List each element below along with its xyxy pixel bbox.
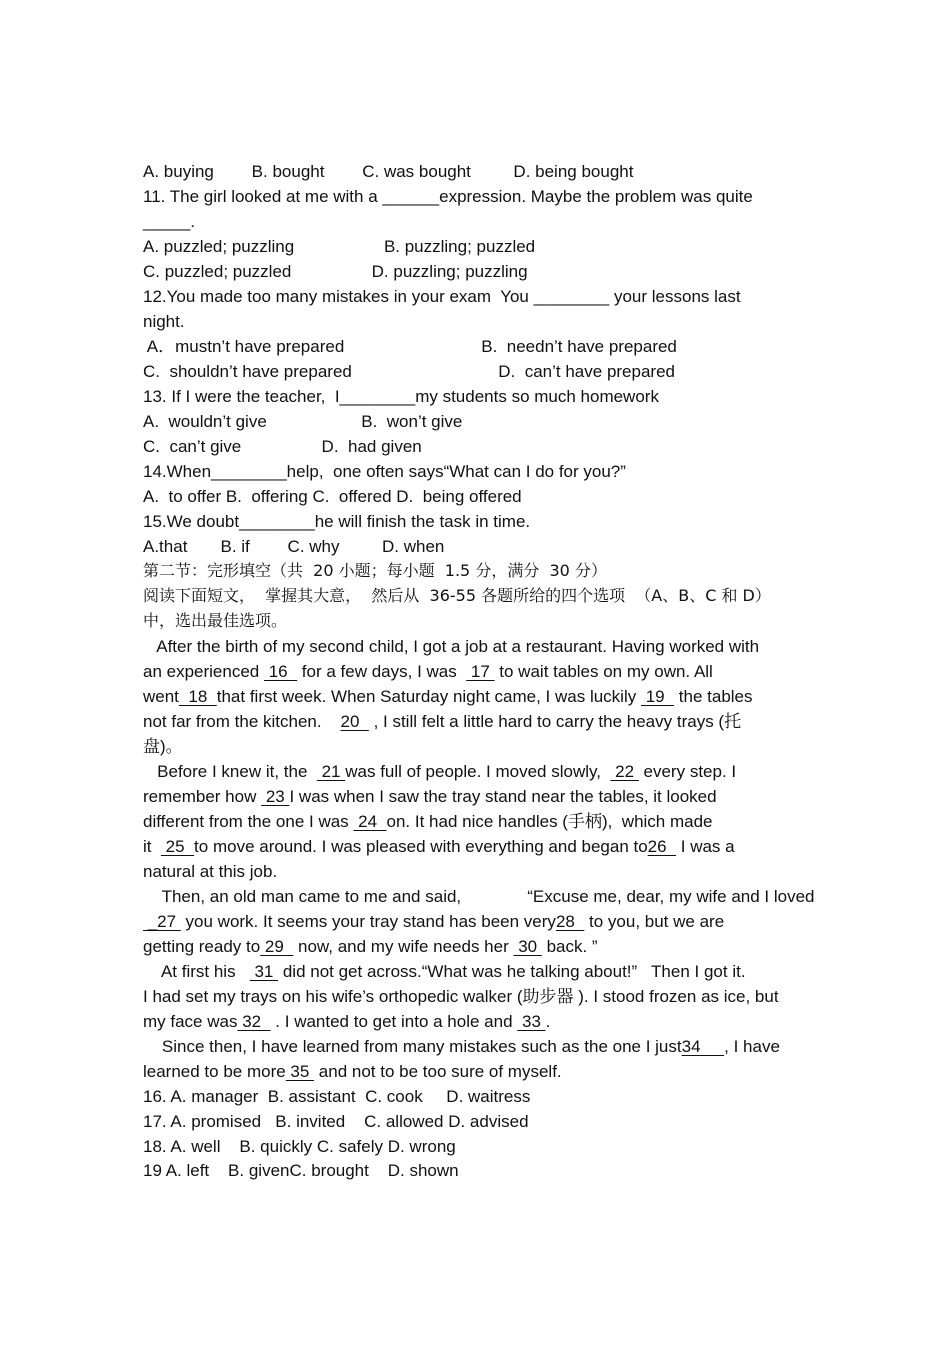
- q15-options: A.that B. if C. why D. when: [143, 537, 445, 556]
- blank-22: 22: [610, 762, 639, 781]
- passage-text: to wait tables on my own. All: [494, 662, 713, 681]
- passage-text: I was when I saw the tray stand near the tables, it looked: [289, 787, 717, 806]
- passage-text: Before I knew it, the: [143, 762, 317, 781]
- passage-text: , I have: [724, 1037, 780, 1056]
- passage-line: [143, 762, 736, 782]
- q13-stem: 13. If I were the teacher, I________my students so much homework: [143, 387, 659, 406]
- passage-text: the tables: [674, 687, 753, 706]
- passage-line: natural at this job.: [143, 862, 278, 881]
- passage-text: to move around. I was pleased with everything and began to: [194, 837, 648, 856]
- passage-line: [143, 962, 746, 982]
- passage-text: to you, but we are: [584, 912, 725, 931]
- blank-29: 29: [260, 937, 294, 956]
- passage-line: [143, 837, 735, 857]
- q12-options-cd: C. shouldn’t have prepared D. can’t have prepared: [143, 362, 675, 381]
- section-instruction-2: 中，选出最佳选项。: [143, 611, 288, 630]
- q11-options-cd: C. puzzled; puzzled D. puzzling; puzzling: [143, 262, 528, 281]
- passage-text: At first his: [143, 962, 250, 981]
- passage-text: not far from the kitchen.: [143, 712, 341, 731]
- passage-line: [143, 912, 724, 932]
- passage-text: and not to be too sure of myself.: [314, 1062, 562, 1081]
- blank-26: 26: [647, 837, 677, 856]
- q12-stem: 12.You made too many mistakes in your exam You ________ your lessons last: [143, 287, 741, 306]
- blank-34: 34: [681, 1037, 725, 1056]
- q11-stem-cont: _____.: [143, 212, 195, 231]
- q19-options: 19 A. left B. givenC. brought D. shown: [143, 1161, 459, 1180]
- passage-line: [143, 787, 717, 807]
- passage-text: every step. I: [638, 762, 737, 781]
- q10-options: A. buying B. bought C. was bought D. being bought: [143, 162, 634, 181]
- passage-text: learned to be more: [143, 1062, 286, 1081]
- blank-32: 32: [237, 1012, 271, 1031]
- q16-options: 16. A. manager B. assistant C. cook D. waitress: [143, 1087, 531, 1106]
- passage-text: Since then, I have learned from many mistakes such as the one I just: [143, 1037, 682, 1056]
- blank-31: 31: [249, 962, 279, 981]
- section-title: 第二节：完形填空（共 20 小题；每小题 1.5 分，满分 30 分）: [143, 561, 607, 580]
- passage-line: [143, 937, 598, 957]
- passage-line: [143, 1037, 780, 1057]
- passage-line: [143, 1012, 550, 1032]
- passage-line: [143, 687, 753, 707]
- passage-text: did not get across.“What was he talking about!” Then I got it.: [278, 962, 746, 981]
- blank-20: 20: [340, 712, 369, 731]
- passage-text: it: [143, 837, 161, 856]
- passage-text: that first week. When Saturday night came, I was luckily: [216, 687, 641, 706]
- blank-24: 24: [353, 812, 387, 831]
- blank-33: 33: [517, 1012, 546, 1031]
- section-instruction-1: 阅读下面短文， 掌握其大意， 然后从 36-55 各题所给的四个选项 （A、B、C 和 D）: [143, 586, 771, 605]
- q11-options-ab: A. puzzled; puzzling B. puzzling; puzzled: [143, 237, 536, 256]
- q14-options: A. to offer B. offering C. offered D. being offered: [143, 487, 522, 506]
- passage-text: was full of people. I moved slowly,: [345, 762, 611, 781]
- passage-text: back. ”: [541, 937, 598, 956]
- blank-23: 23: [261, 787, 290, 806]
- blank-18: 18: [178, 687, 217, 706]
- passage-line: [143, 662, 713, 682]
- passage-line: 盘)。: [143, 737, 183, 756]
- passage-text: for a few days, I was: [297, 662, 467, 681]
- passage-text: different from the one I was: [143, 812, 354, 831]
- blank-27: _27: [143, 912, 181, 931]
- q11-stem: 11. The girl looked at me with a ______expression. Maybe the problem was quite: [143, 187, 753, 206]
- blank-21: 21: [316, 762, 346, 781]
- passage-text: I was a: [676, 837, 735, 856]
- passage-line: I had set my trays on his wife’s orthopedic walker (助步器 ). I stood frozen as ice, but: [143, 987, 779, 1006]
- passage-line: After the birth of my second child, I got a job at a restaurant. Having worked with: [143, 637, 760, 656]
- blank-19: 19: [640, 687, 675, 706]
- blank-35: 35: [285, 1062, 315, 1081]
- passage-text: now, and my wife needs her: [293, 937, 514, 956]
- blank-30: 30: [513, 937, 542, 956]
- passage-text: getting ready to: [143, 937, 261, 956]
- passage-text: my face was: [143, 1012, 238, 1031]
- passage-text: . I wanted to get into a hole and: [270, 1012, 518, 1031]
- blank-16: 16: [263, 662, 298, 681]
- q17-options: 17. A. promised B. invited C. allowed D. advised: [143, 1112, 529, 1131]
- passage-text: an experienced: [143, 662, 264, 681]
- blank-17: 17: [466, 662, 495, 681]
- blank-25: 25: [160, 837, 195, 856]
- passage-text: , I still felt a little hard to carry the heavy trays (托: [368, 712, 742, 731]
- q13-options-ab: A. wouldn’t give B. won’t give: [143, 412, 463, 431]
- passage-text: you work. It seems your tray stand has been very: [180, 912, 556, 931]
- q15-stem: 15.We doubt________he will finish the task in time.: [143, 512, 531, 531]
- passage-line: [143, 1062, 562, 1082]
- blank-28: 28: [555, 912, 585, 931]
- passage-line: Then, an old man came to me and said, “Excuse me, dear, my wife and I loved: [143, 887, 815, 906]
- passage-line: [143, 812, 713, 832]
- q12-stem-cont: night.: [143, 312, 185, 331]
- passage-text: on. It had nice handles (手柄), which made: [386, 812, 713, 831]
- passage-text: remember how: [143, 787, 262, 806]
- passage-line: [143, 712, 741, 732]
- q13-options-cd: C. can’t give D. had given: [143, 437, 422, 456]
- q18-options: 18. A. well B. quickly C. safely D. wrong: [143, 1137, 456, 1156]
- q14-stem: 14.When________help, one often says“What can I do for you?”: [143, 462, 626, 481]
- q12-options-ab: A．mustn’t have prepared B. needn’t have prepared: [143, 337, 677, 356]
- passage-text: went: [143, 687, 179, 706]
- passage-text: .: [545, 1012, 551, 1031]
